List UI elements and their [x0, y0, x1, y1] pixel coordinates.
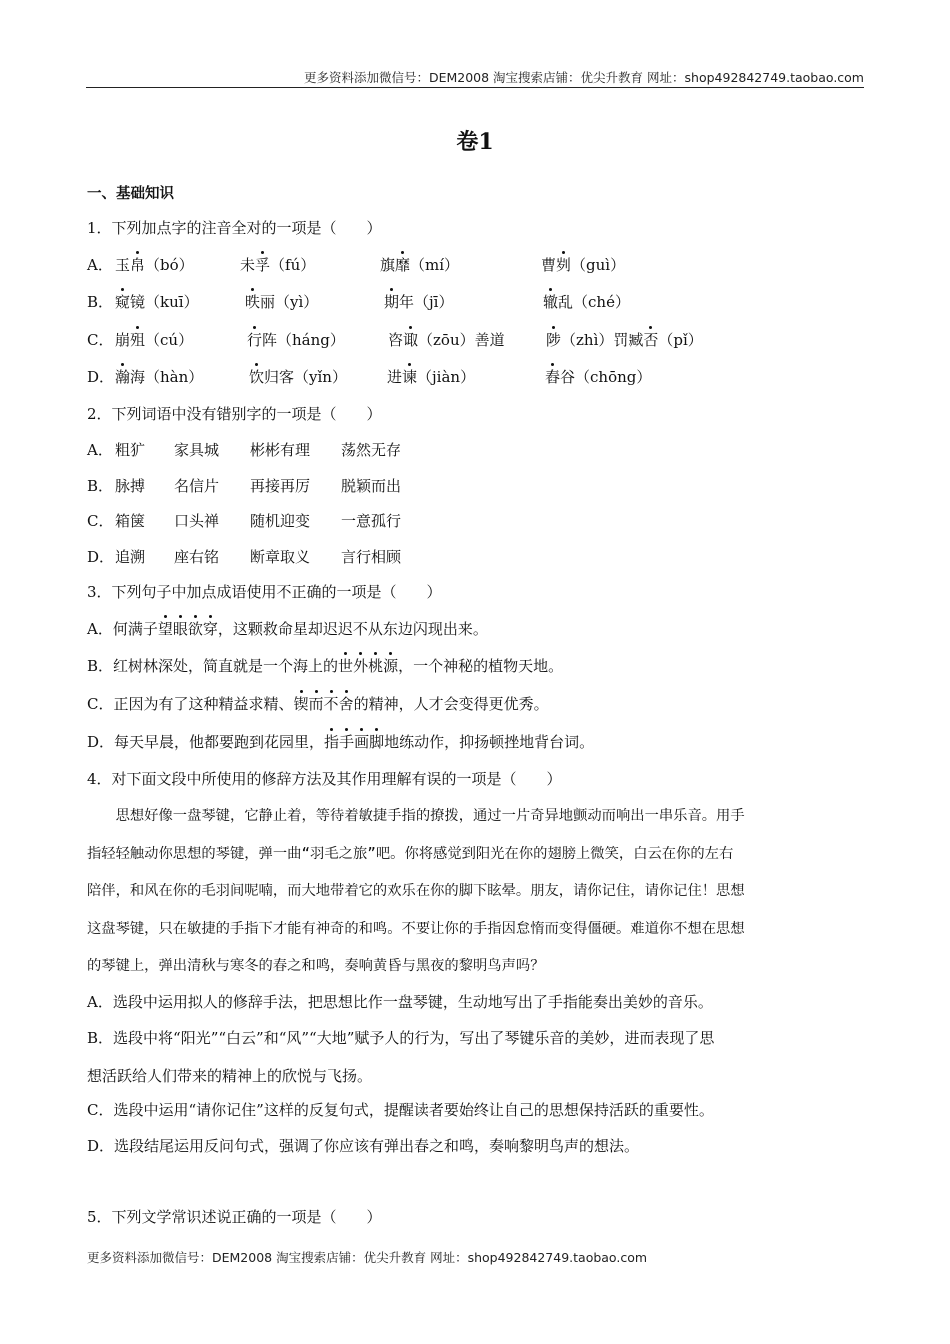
- dotted-idiom: 世外桃源: [338, 657, 399, 675]
- q5-stem: 5．下列文学常识述说正确的一项是（ ）: [87, 1208, 382, 1226]
- q1-d-item-2: 饮归客（yǐn）: [249, 368, 347, 386]
- word: 座右铭: [174, 548, 220, 566]
- q1-option-d: [87, 366, 864, 388]
- q4-passage-line-1: 思想好像一盘琴键，它静止着，等待着敏捷手指的撩拨，通过一片奇异地颤动而响出一串乐音。用手: [87, 808, 745, 824]
- q4-passage-line-4: 这盘琴键，只在敏捷的手指下才能有神奇的和鸣。不要让你的手指因怠惰而变得僵硬。难道你不想在思想: [87, 921, 745, 937]
- q1-d-item-3: 进谏（jiàn）: [387, 368, 476, 386]
- option-label: C．: [87, 512, 114, 530]
- q4-option-c: C．选段中运用“请你记住”这样的反复句式，提醒读者要始终让自己的思想保持活跃的重要性。: [87, 1101, 714, 1119]
- header-divider: [86, 87, 864, 88]
- page-header: 更多资料添加微信号：DEM2008 淘宝搜索店铺：优尖升教育 网址：shop492842749.taobao.com: [303, 70, 864, 85]
- q1-option-c: [87, 329, 864, 351]
- page-title: 卷1: [456, 129, 494, 155]
- option-label: A．: [87, 256, 113, 274]
- option-label: D．: [87, 368, 115, 386]
- q1-b-item-1: 窥镜（kuī）: [115, 293, 199, 311]
- q2-option-b: [87, 475, 864, 497]
- page-footer: 更多资料添加微信号：DEM2008 淘宝搜索店铺：优尖升教育 网址：shop492842749.taobao.com: [87, 1250, 648, 1265]
- q4-option-b-cont: 想活跃给人们带来的精神上的欣悦与飞扬。: [87, 1067, 373, 1085]
- q3-option-a: A．何满子望眼欲穿，这颗救命星却迟迟不从东边闪现出来。: [87, 620, 488, 638]
- q1-c-item-4: 陟（zhì）罚臧否（pǐ）: [546, 331, 703, 349]
- option-label: D．: [87, 548, 115, 566]
- q1-option-b: [87, 291, 864, 313]
- q2-option-c: [87, 510, 864, 532]
- q4-option-b: B．选段中将“阳光”“白云”和“风”“大地”赋予人的行为，写出了琴键乐音的美妙，进而表现了思: [87, 1029, 715, 1047]
- word: 再接再厉: [250, 477, 311, 495]
- q2-stem: 2．下列词语中没有错别字的一项是（ ）: [87, 405, 382, 423]
- dotted-idiom: 指手画脚: [324, 733, 385, 751]
- q3-option-c: C．正因为有了这种精益求精、锲而不舍的精神，人才会变得更优秀。: [87, 695, 549, 713]
- option-label: B．: [87, 293, 114, 311]
- section-heading: 一、基础知识: [87, 186, 174, 202]
- word: 言行相顾: [341, 548, 402, 566]
- option-label: A．: [87, 441, 113, 459]
- option-label: C．: [87, 331, 114, 349]
- word: 脱颖而出: [341, 477, 402, 495]
- q2-option-d: [87, 546, 864, 568]
- q3-option-b: B．红树林深处，简直就是一个海上的世外桃源，一个神秘的植物天地。: [87, 657, 564, 675]
- q1-b-item-4: 辙乱（ché）: [543, 293, 630, 311]
- word: 箱箧: [115, 512, 146, 530]
- q2-option-a: [87, 439, 864, 461]
- word: 随机迎变: [250, 512, 311, 530]
- q1-a-item-2: 未孚（fú）: [240, 256, 316, 274]
- q4-stem: 4．对下面文段中所使用的修辞方法及其作用理解有误的一项是（ ）: [87, 770, 562, 788]
- q1-stem: 1．下列加点字的注音全对的一项是（ ）: [87, 219, 382, 237]
- q1-d-item-4: 舂谷（chōng）: [545, 368, 652, 386]
- word: 脉搏: [115, 477, 146, 495]
- q1-b-item-2: 昳丽（yì）: [245, 293, 319, 311]
- q4-option-a: A．选段中运用拟人的修辞手法，把思想比作一盘琴键，生动地写出了手指能奏出美妙的音乐。: [87, 993, 713, 1011]
- q1-a-item-1: 玉帛（bó）: [115, 256, 194, 274]
- q1-a-item-4: 曹刿（guì）: [541, 256, 626, 274]
- word: 荡然无存: [341, 441, 402, 459]
- dotted-idiom: 望眼欲穿: [157, 620, 218, 638]
- word: 追溯: [115, 548, 146, 566]
- option-label: B．: [87, 477, 114, 495]
- word: 名信片: [174, 477, 220, 495]
- dotted-idiom: 锲而不舍: [293, 695, 354, 713]
- word: 粗犷: [115, 441, 146, 459]
- word: 家具城: [174, 441, 220, 459]
- q3-stem: 3．下列句子中加点成语使用不正确的一项是（ ）: [87, 583, 442, 601]
- q1-c-item-1: 崩殂（cú）: [115, 331, 194, 349]
- q4-option-d: D．选段结尾运用反问句式，强调了你应该有弹出春之和鸣，奏响黎明鸟声的想法。: [87, 1137, 640, 1155]
- q1-d-item-1: 瀚海（hàn）: [115, 368, 204, 386]
- q1-a-item-3: 旗靡（mí）: [380, 256, 460, 274]
- word: 口头禅: [174, 512, 220, 530]
- q1-option-a: [87, 254, 864, 276]
- word: 断章取义: [250, 548, 311, 566]
- q4-passage-line-3: 陪伴，和风在你的毛羽间呢喃，而大地带着它的欢乐在你的脚下眩晕。朋友，请你记住，请你记住！思想: [87, 883, 745, 899]
- q1-c-item-3: 咨诹（zōu）善道: [388, 331, 505, 349]
- q1-b-item-3: 期年（jī）: [384, 293, 454, 311]
- q4-passage-line-2: 指轻轻触动你思想的琴键，弹一曲“羽毛之旅”吧。你将感觉到阳光在你的翅膀上微笑，白云在你的左右: [87, 846, 734, 862]
- word: 彬彬有理: [250, 441, 311, 459]
- q1-c-item-2: 行阵（háng）: [247, 331, 345, 349]
- q3-option-d: D．每天早晨，他都要跑到花园里，指手画脚地练动作，抑扬顿挫地背台词。: [87, 733, 595, 751]
- q4-passage-line-5: 的琴键上，弹出清秋与寒冬的春之和鸣，奏响黄昏与黑夜的黎明鸟声吗？: [87, 958, 545, 974]
- word: 一意孤行: [341, 512, 402, 530]
